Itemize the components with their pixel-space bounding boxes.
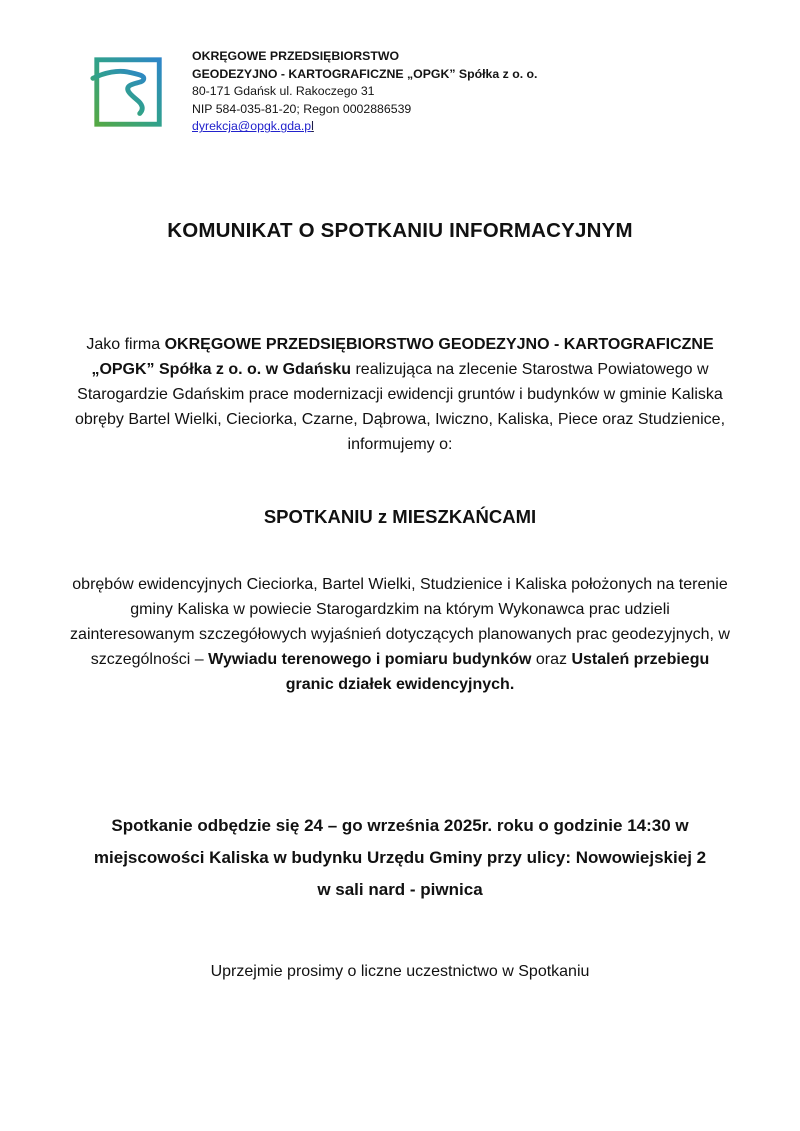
company-nip-regon: NIP 584-035-81-20; Regon 0002886539 bbox=[192, 101, 412, 116]
closing-line: Uprzejmie prosimy o liczne uczestnictwo w Spotkaniu bbox=[210, 963, 590, 980]
company-address: 80-171 Gdańsk ul. Rakoczego 31 bbox=[192, 84, 375, 99]
meeting-datetime-paragraph: Spotkanie odbędzie się 24 – go września 2025r. roku o godzinie 14:30 w miejscowości Kaliska w budynku Urzędu Gminy przy ulicy: Nowowiejskiej 2 w sali nard - piwnica bbox=[93, 816, 707, 899]
company-info bbox=[192, 46, 537, 136]
company-name-line1: OKRĘGOWE PRZEDSIĘBIORSTWO bbox=[192, 49, 400, 63]
meeting-subheading: SPOTKANIU z MIESZKAŃCAMI bbox=[263, 506, 537, 527]
company-name-line2: GEODEZYJNO - KARTOGRAFICZNE „OPGK” Spółka z o. o. bbox=[192, 66, 538, 81]
company-email-row bbox=[192, 118, 537, 136]
opgk-logo-icon bbox=[88, 46, 170, 138]
letterhead bbox=[88, 46, 537, 138]
email-link[interactable]: dyrekcja@opgk.gda.p bbox=[192, 119, 312, 134]
document-title: KOMUNIKAT O SPOTKANIU INFORMACYJNYM bbox=[167, 219, 633, 242]
details-paragraph: obrębów ewidencyjnych Cieciorka, Bartel Wielki, Studzienice i Kaliska położonych na terenie gminy Kaliska w powiecie Starogardzkim na którym Wykonawca prac udzieli zainteresowanym szczegółowych wyjaśnień dotyczących planowanych prac geodezyjnych, w szczególności – Wywiadu terenowego i pomiaru budynków oraz Ustaleń przebiegu granic działek ewidencyjnych. bbox=[70, 576, 730, 693]
email-link-tail: l bbox=[311, 119, 314, 134]
intro-paragraph: Jako firma OKRĘGOWE PRZEDSIĘBIORSTWO GEODEZYJNO - KARTOGRAFICZNE „OPGK” Spółka z o. o. w Gdańsku realizująca na zlecenie Starostwa Powiatowego w Starogardzie Gdańskim prace modernizacji ewidencji gruntów i budynków w gminie Kaliska obręby Bartel Wielki, Cieciorka, Czarne, Dąbrowa, Iwiczno, Kaliska, Piece oraz Studzienice, informujemy o: bbox=[74, 336, 726, 453]
